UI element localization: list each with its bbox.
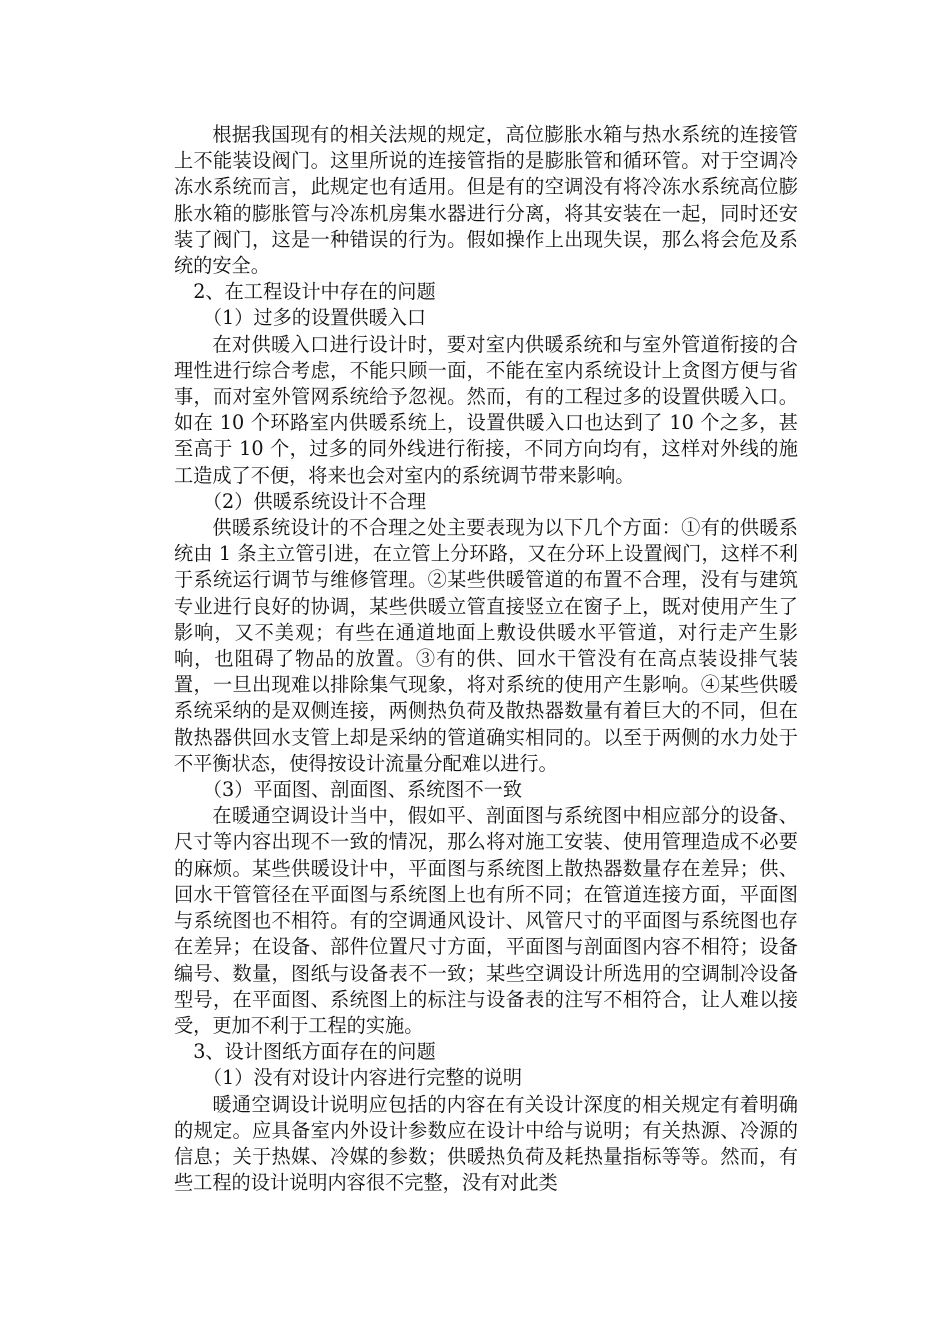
body-paragraph-expansion-tank: 根据我国现有的相关法规的规定，高位膨胀水箱与热水系统的连接管上不能装设阀门。这里所说的连接管指的是膨胀管和循环管。对于空调冷冻水系统而言，此规定也有适用。但是有的空调没有将冷冻水系统高位膨胀水箱的膨胀管与冷冻机房集水器进行分离，将其安装在一起，同时还安装了阀门，这是一种错误的行为。假如操作上出现失误，那么将会危及系统的安全。 (174, 123, 798, 278)
subsection-heading-heating-inlets: （1）过多的设置供暖入口 (202, 306, 427, 330)
body-paragraph-heating-system: 供暖系统设计的不合理之处主要表现为以下几个方面：①有的供暖系统由 1 条主立管引进，在立管上分环路，又在分环上设置阀门，这样不利于系统运行调节与维修管理。②某些供暖管道的布置不合理，没有与建筑专业进行良好的协调，某些供暖立管直接竖立在窗子上，既对使用产生了影响，又不美观；有些在通道地面上敷设供暖水平管道，对行走产生影响，也阻碍了物品的放置。③有的供、回水干管没有在高点装设排气装置，一旦出现难以排除集气现象，将对系统的使用产生影响。④某些供暖系统采纳的是双侧连接，两侧热负荷及散热器数量有着巨大的不同，但在散热器供回水支管上却是采纳的管道确实相同的。以至于两侧的水力处于不平衡状态，使得按设计流量分配难以进行。 (174, 516, 798, 775)
document-body (174, 122, 798, 1196)
body-paragraph-heating-inlets: 在对供暖入口进行设计时，要对室内供暖系统和与室外管道衔接的合理性进行综合考虑，不能只顾一面，不能在室内系统设计上贪图方便与省事，而对室外管网系统给予忽视。然而，有的工程过多的设置供暖入口。如在 10 个环路室内供暖系统上，设置供暖入口也达到了 10 个之多，甚至高于 10 个，过多的同外线进行衔接，不同方向均有，这样对外线的施工造成了不便，将来也会对室内的系统调节带来影响。 (174, 332, 798, 487)
subsection-heading-heating-system: （2）供暖系统设计不合理 (202, 489, 427, 513)
body-paragraph-drawing-inconsistency: 在暖通空调设计当中，假如平、剖面图与系统图中相应部分的设备、尺寸等内容出现不一致的情况，那么将对施工安装、使用管理造成不必要的麻烦。某些供暖设计中，平面图与系统图上散热器数量存在差异；供、回水干管管径在平面图与系统图上也有所不同；在管道连接方面，平面图与系统图也不相符。有的空调通风设计、风管尺寸的平面图与系统图也存在差异；在设备、部件位置尺寸方面，平面图与剖面图内容不相符；设备编号、数量，图纸与设备表不一致；某些空调设计所选用的空调制冷设备型号，在平面图、系统图上的标注与设备表的注写不相符合，让人难以接受，更加不利于工程的实施。 (174, 804, 798, 1037)
subsection-heading-design-description: （1）没有对设计内容进行完整的说明 (202, 1066, 523, 1090)
subsection-heading-drawing-inconsistency: （3）平面图、剖面图、系统图不一致 (202, 778, 523, 802)
section-heading-engineering-design: 2、在工程设计中存在的问题 (193, 280, 436, 304)
body-paragraph-design-description: 暖通空调设计说明应包括的内容在有关设计深度的相关规定有着明确的规定。应具备室内外设计参数应在设计中给与说明；有关热源、冷源的信息；关于热媒、冷媒的参数；供暖热负荷及耗热量指标等等。然而，有些工程的设计说明内容很不完整，没有对此类 (174, 1092, 798, 1195)
section-heading-design-drawings: 3、设计图纸方面存在的问题 (193, 1040, 436, 1064)
